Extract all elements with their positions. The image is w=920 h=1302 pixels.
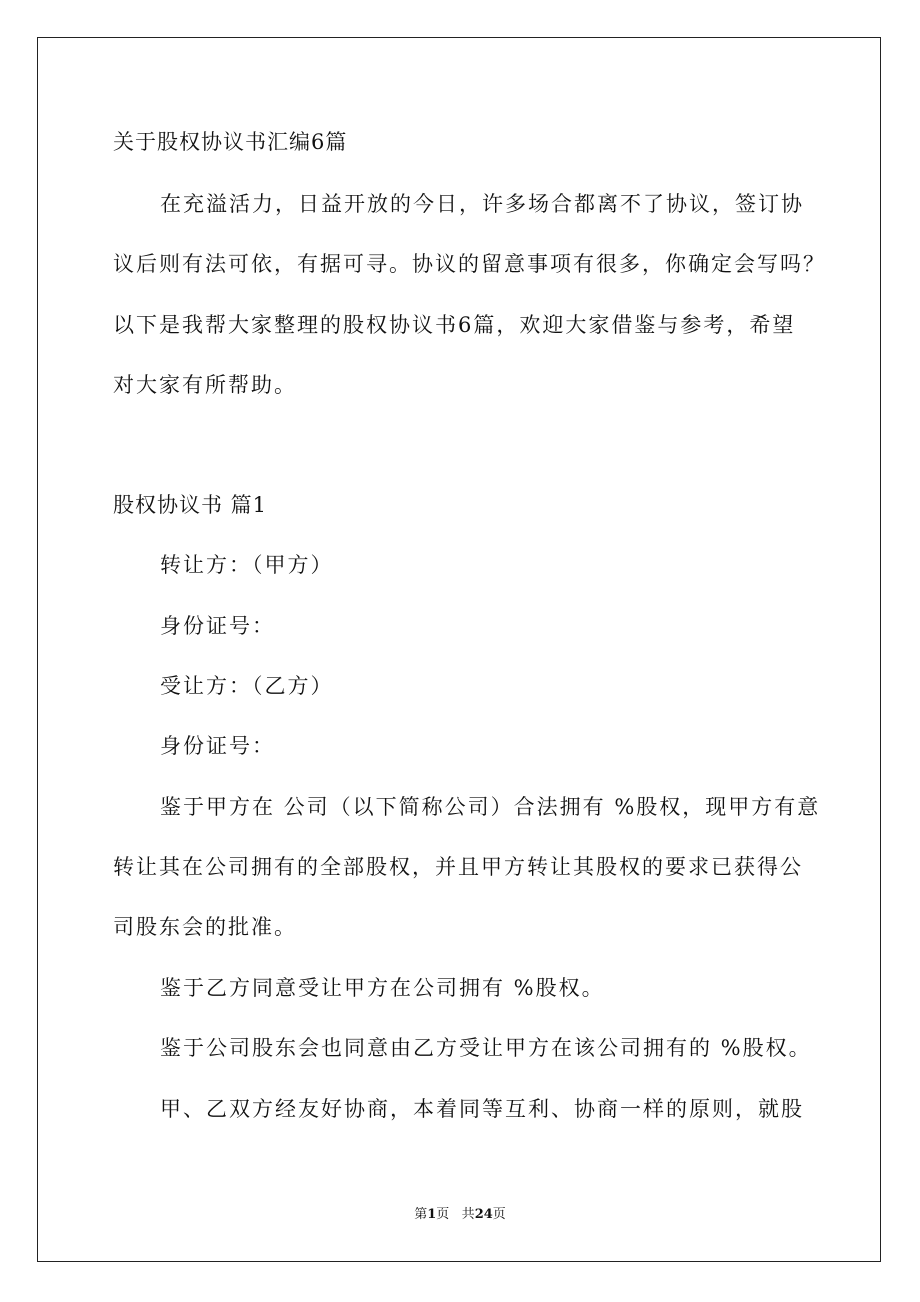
page-frame bbox=[37, 37, 881, 1262]
body-line-whereas-3: 鉴于公司股东会也同意由乙方受让甲方在该公司拥有的 %股权。 bbox=[160, 1036, 812, 1060]
intro-line-3: 以下是我帮大家整理的股权协议书6篇，欢迎大家借鉴与参考，希望 bbox=[113, 313, 796, 337]
body-line-transferee: 受让方：（乙方） bbox=[160, 674, 334, 698]
section-heading: 股权协议书 篇1 bbox=[113, 493, 268, 517]
intro-line-2: 议后则有法可依，有据可寻。协议的留意事项有很多，你确定会写吗？ bbox=[113, 252, 826, 276]
intro-line-1: 在充溢活力，日益开放的今日，许多场合都离不了协议，签订协 bbox=[160, 192, 804, 216]
footer-total-prefix: 共 bbox=[461, 1207, 475, 1222]
body-line-whereas-1b: 转让其在公司拥有的全部股权，并且甲方转让其股权的要求已获得公 bbox=[113, 855, 803, 879]
body-line-transferor: 转让方：（甲方） bbox=[160, 553, 334, 577]
page-footer bbox=[0, 1206, 920, 1224]
body-line-transferor-id: 身份证号： bbox=[160, 614, 275, 638]
body-line-whereas-1a: 鉴于甲方在 公司（以下简称公司）合法拥有 %股权，现甲方有意 bbox=[160, 795, 821, 819]
body-line-whereas-2: 鉴于乙方同意受让甲方在公司拥有 %股权。 bbox=[160, 976, 605, 1000]
body-line-whereas-1c: 司股东会的批准。 bbox=[113, 915, 297, 939]
footer-page-number: 1 bbox=[427, 1207, 437, 1222]
document-title: 关于股权协议书汇编6篇 bbox=[113, 130, 348, 154]
footer-prefix: 第 bbox=[414, 1207, 428, 1222]
body-line-transferee-id: 身份证号： bbox=[160, 734, 275, 758]
footer-page-label: 页 bbox=[436, 1207, 450, 1222]
footer-total-pages: 24 bbox=[474, 1207, 493, 1222]
body-line-agreement: 甲、乙双方经友好协商，本着同等互利、协商一样的原则，就股 bbox=[160, 1097, 804, 1121]
intro-line-4: 对大家有所帮助。 bbox=[113, 373, 297, 397]
footer-total-label: 页 bbox=[492, 1207, 506, 1222]
